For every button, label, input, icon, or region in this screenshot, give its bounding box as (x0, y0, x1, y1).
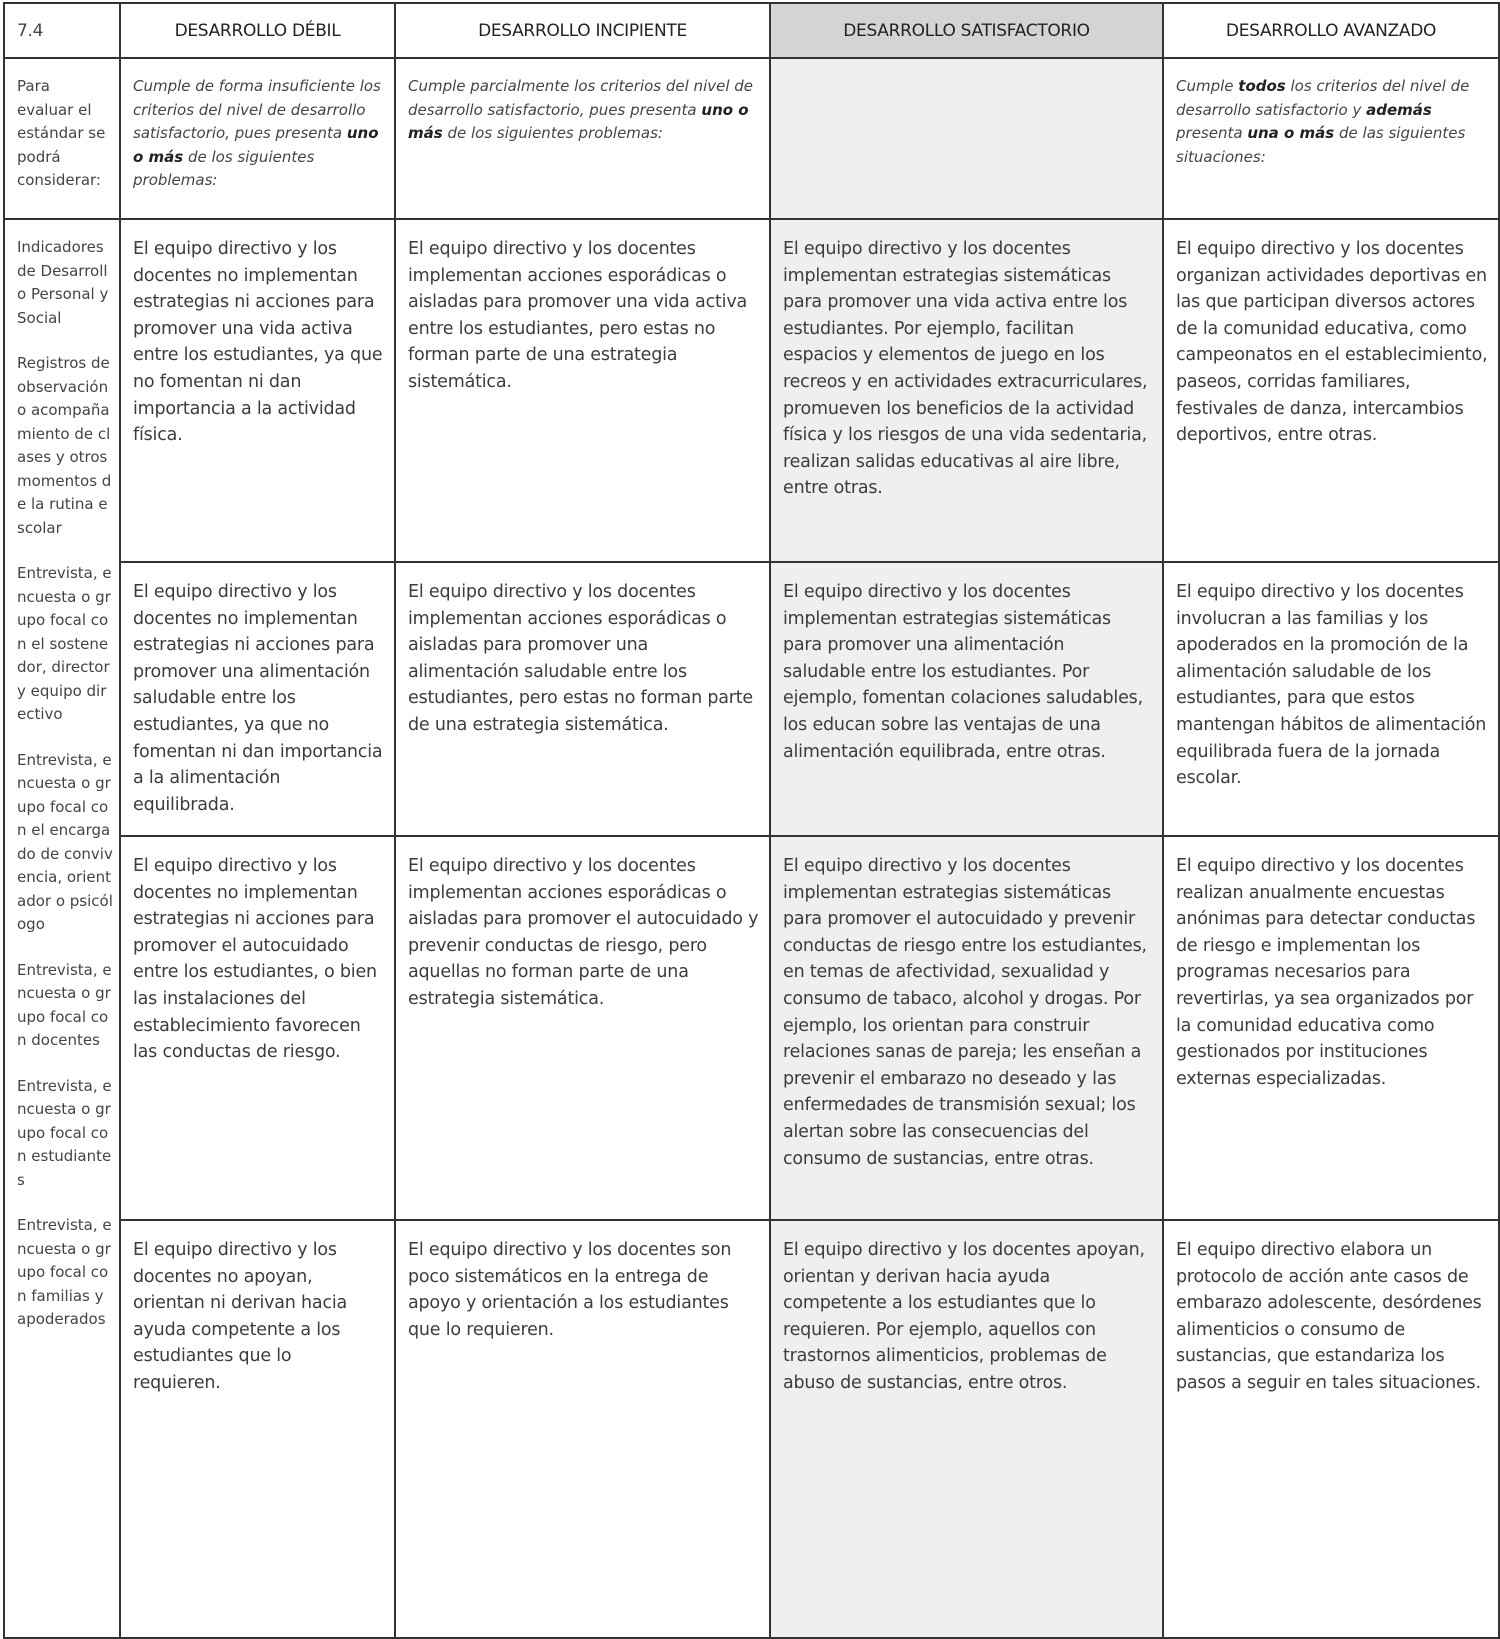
level-header-satisfactorio: DESARROLLO SATISFACTORIO (770, 3, 1163, 58)
intro-text: de las siguientes situaciones: (1176, 124, 1466, 166)
intro-emphasis: todos (1238, 77, 1286, 95)
intro-incipiente (395, 58, 770, 219)
criterion-row (4, 219, 1499, 562)
intro-row (4, 58, 1499, 219)
sources-label: Para evaluar el estándar se podrá considerar: (4, 58, 120, 219)
cell-satisfactorio: El equipo directivo y los docentes implementan estrategias sistemáticas para promover una alimentación saludable entre los estudiantes. Por ejemplo, fomentan colaciones saludables, los educan sobre las ventajas de una alimentación equilibrada, entre otras. (770, 562, 1163, 836)
rubric-table (3, 2, 1500, 1639)
criterion-row (4, 1220, 1499, 1638)
header-row (4, 3, 1499, 58)
intro-emphasis: además (1366, 100, 1432, 119)
intro-text: Cumple (1176, 77, 1239, 95)
evidence-sources-list (4, 219, 120, 1638)
intro-text: de los siguientes problemas: (133, 147, 315, 189)
source-item: Registros de observación o acompañamiento de clases y otros momentos de la rutina escolar (17, 354, 112, 537)
intro-avanzado (1163, 58, 1499, 219)
intro-emphasis: una o más (1247, 124, 1335, 142)
standard-code: 7.4 (4, 3, 120, 58)
source-item: Entrevista, encuesta o grupo focal con docentes (17, 960, 112, 1049)
cell-incipiente: El equipo directivo y los docentes implementan acciones esporádicas o aisladas para promover una vida activa entre los estudiantes, pero estas no forman parte de una estrategia sistemática. (395, 219, 770, 562)
cell-satisfactorio: El equipo directivo y los docentes apoyan, orientan y derivan hacia ayuda competente a los estudiantes que lo requieren. Por ejemplo, aquellos con trastornos alimenticios, problemas de abuso de sustancias, entre otros. (770, 1220, 1163, 1638)
intro-text: Cumple parcialmente los criterios del nivel de desarrollo satisfactorio, pues presenta (408, 77, 754, 119)
cell-satisfactorio: El equipo directivo y los docentes implementan estrategias sistemáticas para promover el autocuidado y prevenir conductas de riesgo entre los estudiantes, en temas de afectividad, sexualidad y consumo de tabaco, alcohol y drogas. Por ejemplo, los orientan para construir relaciones sanas de pareja; les enseñan a prevenir el embarazo no deseado y las enfermedades de transmisión sexual; los alertan sobre las consecuencias del consumo de sustancias, entre otras. (770, 836, 1163, 1220)
cell-incipiente: El equipo directivo y los docentes implementan acciones esporádicas o aisladas para promover una alimentación saludable entre los estudiantes, pero estas no forman parte de una estrategia sistemática. (395, 562, 770, 836)
source-item: Entrevista, encuesta o grupo focal con el encargado de convivencia, orientador o psicólogo (17, 750, 113, 933)
level-header-debil: DESARROLLO DÉBIL (120, 3, 395, 58)
cell-debil: El equipo directivo y los docentes no apoyan, orientan ni derivan hacia ayuda competente a los estudiantes que lo requieren. (120, 1220, 395, 1638)
source-item: Entrevista, encuesta o grupo focal con familias y apoderados (17, 1216, 112, 1328)
intro-emphasis: uno o más (133, 124, 379, 166)
intro-text: de los siguientes problemas: (442, 124, 663, 142)
cell-debil: El equipo directivo y los docentes no implementan estrategias ni acciones para promover una vida activa entre los estudiantes, ya que no fomentan ni dan importancia a la actividad física. (120, 219, 395, 562)
level-header-incipiente: DESARROLLO INCIPIENTE (395, 3, 770, 58)
source-item: Indicadores de Desarrollo Personal y Social (17, 238, 109, 327)
level-header-avanzado: DESARROLLO AVANZADO (1163, 3, 1499, 58)
source-item: Entrevista, encuesta o grupo focal con estudiantes (17, 1076, 112, 1189)
intro-debil (120, 58, 395, 219)
intro-text: Cumple de forma insuficiente los criterios del nivel de desarrollo satisfactorio, pues presenta (133, 77, 381, 142)
intro-text: presenta (1176, 124, 1248, 142)
intro-emphasis: uno o más (408, 100, 749, 142)
cell-debil: El equipo directivo y los docentes no implementan estrategias ni acciones para promover una alimentación saludable entre los estudiantes, ya que no fomentan ni dan importancia a la alimentación equilibrada. (120, 562, 395, 836)
cell-debil: El equipo directivo y los docentes no implementan estrategias ni acciones para promover el autocuidado entre los estudiantes, o bien las instalaciones del establecimiento favorecen las conductas de riesgo. (120, 836, 395, 1220)
cell-avanzado: El equipo directivo y los docentes involucran a las familias y los apoderados en la promoción de la alimentación saludable de los estudiantes, para que estos mantengan hábitos de alimentación equilibrada fuera de la jornada escolar. (1163, 562, 1499, 836)
criterion-row (4, 562, 1499, 836)
intro-satisfactorio (770, 58, 1163, 219)
intro-text: los criterios del nivel de desarrollo satisfactorio y (1176, 77, 1470, 119)
cell-incipiente: El equipo directivo y los docentes son poco sistemáticos en la entrega de apoyo y orientación a los estudiantes que lo requieren. (395, 1220, 770, 1638)
criterion-row (4, 836, 1499, 1220)
cell-avanzado: El equipo directivo y los docentes realizan anualmente encuestas anónimas para detectar conductas de riesgo e implementan los programas necesarios para revertirlas, ya sea organizados por la comunidad educativa como gestionados por instituciones externas especializadas. (1163, 836, 1499, 1220)
cell-avanzado: El equipo directivo y los docentes organizan actividades deportivas en las que participan diversos actores de la comunidad educativa, como campeonatos en el establecimiento, paseos, corridas familiares, festivales de danza, intercambios deportivos, entre otras. (1163, 219, 1499, 562)
source-item: Entrevista, encuesta o grupo focal con el sostenedor, director y equipo directivo (17, 564, 112, 723)
cell-satisfactorio: El equipo directivo y los docentes implementan estrategias sistemáticas para promover una vida activa entre los estudiantes. Por ejemplo, facilitan espacios y elementos de juego en los recreos y en actividades extracurriculares, promueven los beneficios de la actividad física y los riesgos de una vida sedentaria, realizan salidas educativas al aire libre, entre otras. (770, 219, 1163, 562)
cell-avanzado: El equipo directivo elabora un protocolo de acción ante casos de embarazo adolescente, desórdenes alimenticios o consumo de sustancias, que estandariza los pasos a seguir en tales situaciones. (1163, 1220, 1499, 1638)
cell-incipiente: El equipo directivo y los docentes implementan acciones esporádicas o aisladas para promover el autocuidado y prevenir conductas de riesgo, pero aquellas no forman parte de una estrategia sistemática. (395, 836, 770, 1220)
